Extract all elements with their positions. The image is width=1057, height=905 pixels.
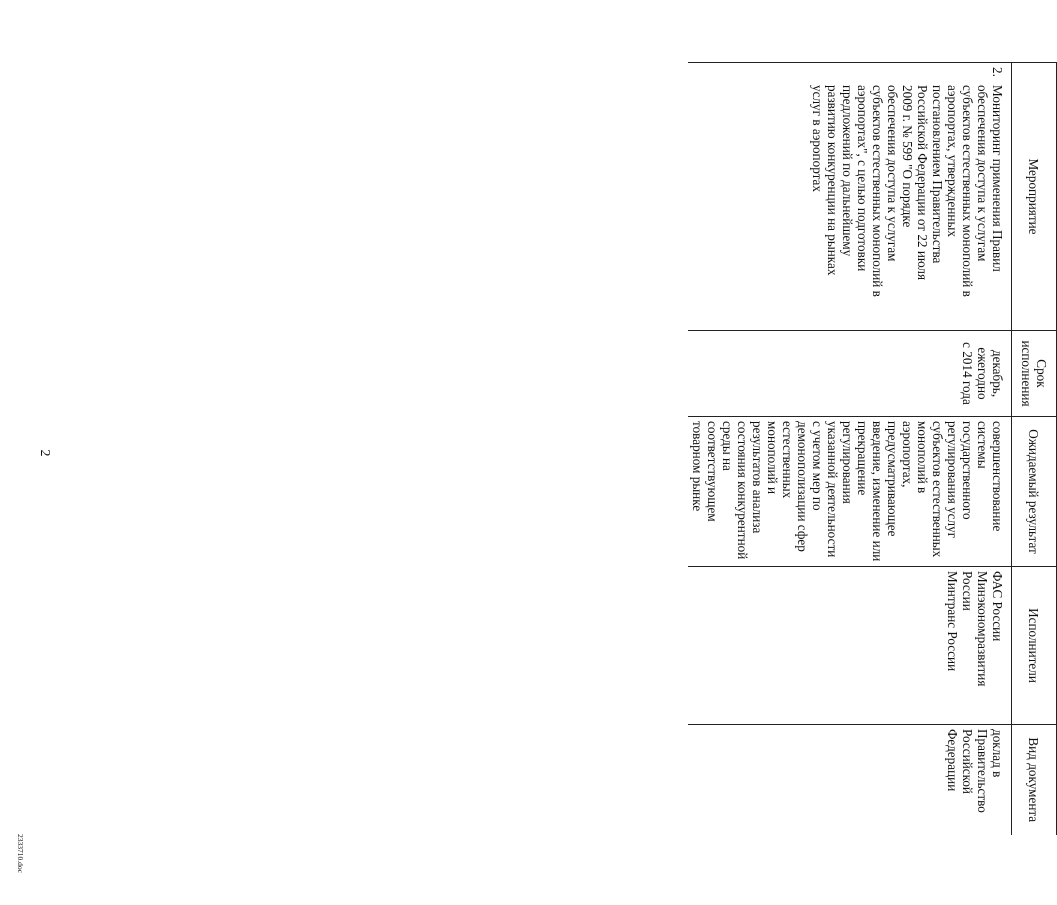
executor-line: ФАС России — [990, 571, 1005, 642]
result-line: среды на — [720, 421, 735, 471]
measure-line: Российской Федерации от 22 июля — [915, 85, 930, 281]
measure-line: предложений по дальнейшему — [840, 85, 855, 257]
cell-executors — [688, 567, 1012, 725]
measure-line: аэропортах", с целью подготовки — [855, 85, 870, 272]
doc-type-line: Российской — [960, 729, 975, 794]
measure-text — [810, 85, 1005, 326]
measure-line: постановлением Правительства — [930, 85, 945, 264]
measure-line: субъектов естественных монополий в — [870, 85, 885, 297]
result-line: монополий и — [765, 421, 780, 495]
deadline-line: ежегодно — [975, 347, 990, 400]
doc-type-line: Федерации — [945, 729, 960, 792]
executor-line: России — [960, 571, 975, 611]
result-line: естественных — [780, 421, 795, 499]
result-line: системы — [975, 421, 990, 469]
header-executors: Исполнители — [1012, 567, 1057, 725]
measure-line: обеспечения доступа к услугам — [975, 85, 990, 262]
result-line: соответствующем — [705, 421, 720, 522]
result-line: товарном рынке — [690, 421, 705, 512]
deadline-line: декабрь, — [990, 349, 1005, 398]
result-line: государственного — [960, 421, 975, 520]
result-line: прекращение — [855, 421, 870, 496]
measure-line: услуг в аэропортах — [810, 85, 825, 192]
result-line: аэропортах, — [900, 421, 915, 488]
result-line: состояния конкурентной — [735, 421, 750, 560]
result-line: совершенствование — [990, 421, 1005, 532]
executor-line: Минэкономразвития — [975, 571, 990, 687]
measure-line: 2009 г. № 599 "О порядке — [900, 85, 915, 228]
doc-type-line: доклад в — [990, 729, 1005, 778]
header-expected-result: Ожидаемый результат — [1012, 417, 1057, 567]
header-document-type: Вид документа — [1012, 725, 1057, 835]
measure-line: обеспечения доступа к услугам — [885, 85, 900, 262]
measure-line: аэропортах, утвержденных — [945, 85, 960, 237]
measure-line: развитию конкуренции на рынках — [825, 85, 840, 276]
doc-type-line: Правительство — [975, 729, 990, 813]
result-line: монополий в — [915, 421, 930, 494]
page-number: 2 — [37, 449, 52, 457]
table-header-row — [1012, 63, 1057, 835]
result-line: результатов анализа — [750, 421, 765, 534]
activities-table — [580, 62, 1057, 834]
measure-line: Мониторинг применения Правил — [990, 85, 1005, 272]
result-line: с учетом мер по — [810, 421, 825, 511]
table-row — [688, 63, 1012, 835]
result-line: регулирования услуг — [945, 421, 960, 539]
header-measure: Мероприятие — [1012, 63, 1057, 331]
cell-measure — [688, 63, 1012, 331]
footer-doc-code: 2333710.doc — [16, 834, 25, 873]
result-line: введение, изменение или — [870, 421, 885, 562]
result-line: демонополизации сфер — [795, 421, 810, 552]
cell-deadline — [688, 331, 1012, 417]
deadline-line: с 2014 года — [960, 342, 975, 405]
executor-line: Минтранс России — [945, 571, 960, 672]
result-line: регулирования — [840, 421, 855, 504]
result-line: указанной деятельности — [825, 421, 840, 558]
measure-line: субъектов естественных монополий в — [960, 85, 975, 297]
cell-document-type — [688, 725, 1012, 835]
result-line: предусматривающее — [885, 421, 900, 537]
row-number: 2. — [990, 67, 1005, 77]
cell-expected-result — [688, 417, 1012, 567]
header-deadline: Срок исполнения — [1012, 331, 1057, 417]
result-line: субъектов естественных — [930, 421, 945, 558]
